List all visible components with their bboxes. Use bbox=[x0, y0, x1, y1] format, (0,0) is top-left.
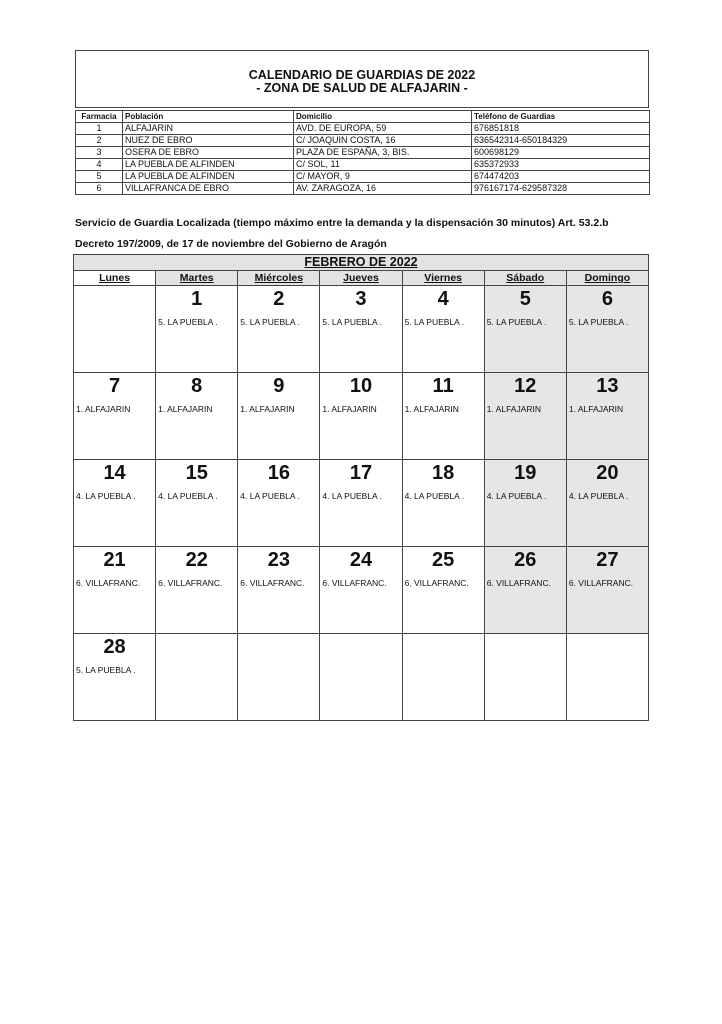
calendar-day-cell bbox=[156, 286, 238, 373]
day-number: 2 bbox=[273, 288, 285, 310]
duty-pharmacy: 6. VILLAFRANC. bbox=[240, 578, 305, 588]
calendar-day-cell bbox=[402, 460, 484, 547]
day-number: 19 bbox=[514, 462, 537, 484]
pharmacy-number: 6 bbox=[76, 183, 123, 195]
pharmacy-phone: 600698129 bbox=[472, 147, 650, 159]
pharmacy-phone: 676851818 bbox=[472, 123, 650, 135]
col-header-domicilio: Domicilio bbox=[294, 111, 472, 123]
duty-pharmacy: 5. LA PUEBLA . bbox=[568, 317, 629, 327]
calendar-day-cell bbox=[484, 373, 566, 460]
calendar-day-cell bbox=[484, 460, 566, 547]
calendar-day-cell bbox=[156, 547, 238, 634]
calendar-day-cell bbox=[402, 547, 484, 634]
day-number: 16 bbox=[267, 462, 290, 484]
col-header-telefono: Teléfono de Guardias bbox=[472, 111, 650, 123]
calendar-day-cell bbox=[320, 373, 402, 460]
duty-pharmacy: 4. LA PUEBLA . bbox=[404, 491, 465, 501]
calendar-day-cell bbox=[320, 547, 402, 634]
duty-pharmacy: 1. ALFAJARIN bbox=[240, 404, 295, 414]
duty-pharmacy: 1. ALFAJARIN bbox=[322, 404, 377, 414]
day-number: 10 bbox=[349, 375, 373, 397]
weekday-header: Lunes bbox=[74, 271, 156, 286]
duty-pharmacy: 4. LA PUEBLA . bbox=[158, 491, 218, 501]
day-number: 1 bbox=[191, 288, 203, 310]
calendar-day-cell bbox=[566, 373, 648, 460]
duty-pharmacy: 4. LA PUEBLA . bbox=[568, 491, 629, 501]
notice-line-1: Servicio de Guardia Localizada (tiempo máximo entre la demanda y la dispensación 30 minutos) Art. 53.2.b bbox=[75, 217, 609, 229]
calendar-day-cell bbox=[320, 460, 402, 547]
day-number: 18 bbox=[432, 462, 455, 484]
pharmacy-address: AVD. DE EUROPA, 59 bbox=[294, 123, 472, 135]
duty-pharmacy: 4. LA PUEBLA . bbox=[486, 491, 547, 501]
day-number: 9 bbox=[273, 375, 285, 397]
calendar-week bbox=[74, 286, 649, 373]
calendar-day-cell bbox=[156, 460, 238, 547]
day-number: 24 bbox=[349, 549, 373, 571]
pharmacy-row bbox=[76, 135, 650, 147]
pharmacy-table-header bbox=[76, 111, 650, 123]
pharmacy-row bbox=[76, 171, 650, 183]
calendar-week bbox=[74, 547, 649, 634]
pharmacy-number: 3 bbox=[76, 147, 123, 159]
calendar-day-cell bbox=[74, 547, 156, 634]
duty-calendar bbox=[73, 254, 649, 721]
calendar-day-cell bbox=[566, 547, 648, 634]
calendar-day-cell bbox=[238, 634, 320, 721]
pharmacy-row bbox=[76, 183, 650, 195]
calendar-day-cell bbox=[74, 634, 156, 721]
duty-pharmacy: 5. LA PUEBLA . bbox=[404, 317, 465, 327]
calendar-day-cell bbox=[74, 373, 156, 460]
calendar-day-cell bbox=[484, 286, 566, 373]
calendar-day-cell bbox=[156, 634, 238, 721]
calendar-day-cell bbox=[74, 286, 156, 373]
day-number: 26 bbox=[514, 549, 537, 571]
day-number: 28 bbox=[103, 636, 126, 658]
day-number: 27 bbox=[596, 549, 619, 571]
pharmacy-phone: 674474203 bbox=[472, 171, 650, 183]
pharmacy-address: PLAZA DE ESPAÑA, 3, BIS. bbox=[294, 147, 472, 159]
calendar-week bbox=[74, 634, 649, 721]
pharmacy-address: AV. ZARAGOZA, 16 bbox=[294, 183, 472, 195]
pharmacy-row bbox=[76, 123, 650, 135]
day-number: 12 bbox=[514, 375, 537, 397]
calendar-day-cell bbox=[484, 547, 566, 634]
pharmacy-number: 5 bbox=[76, 171, 123, 183]
duty-pharmacy: 1. ALFAJARIN bbox=[76, 404, 131, 414]
calendar-day-cell bbox=[238, 286, 320, 373]
day-number: 14 bbox=[103, 462, 126, 484]
duty-pharmacy: 6. VILLAFRANC. bbox=[158, 578, 223, 588]
duty-pharmacy: 6. VILLAFRANC. bbox=[404, 578, 469, 588]
pharmacy-phone: 636542314-650184329 bbox=[472, 135, 650, 147]
day-number: 15 bbox=[185, 462, 208, 484]
day-number: 5 bbox=[519, 288, 531, 310]
duty-pharmacy: 1. ALFAJARIN bbox=[404, 404, 459, 414]
day-number: 8 bbox=[191, 375, 203, 397]
duty-pharmacy: 4. LA PUEBLA . bbox=[322, 491, 382, 501]
day-number: 3 bbox=[355, 288, 367, 310]
pharmacy-address: C/ JOAQUIN COSTA, 16 bbox=[294, 135, 472, 147]
pharmacy-phone: 635372933 bbox=[472, 159, 650, 171]
pharmacy-number: 4 bbox=[76, 159, 123, 171]
document-header bbox=[75, 50, 649, 108]
duty-pharmacy: 6. VILLAFRANC. bbox=[568, 578, 634, 588]
calendar-month-title: FEBRERO DE 2022 bbox=[74, 255, 649, 271]
pharmacy-town: OSERA DE EBRO bbox=[123, 147, 294, 159]
pharmacy-town: VILLAFRANCA DE EBRO bbox=[123, 183, 294, 195]
service-notice bbox=[75, 213, 675, 255]
pharmacy-town: LA PUEBLA DE ALFINDEN bbox=[123, 171, 294, 183]
duty-pharmacy: 1. ALFAJARIN bbox=[486, 404, 542, 414]
weekday-header: Viernes bbox=[402, 271, 484, 286]
pharmacy-address: C/ MAYOR, 9 bbox=[294, 171, 472, 183]
day-number: 7 bbox=[109, 375, 121, 397]
pharmacy-town: LA PUEBLA DE ALFINDEN bbox=[123, 159, 294, 171]
weekday-header: Sábado bbox=[484, 271, 566, 286]
pharmacy-phone: 976167174-629587328 bbox=[472, 183, 650, 195]
day-number: 21 bbox=[103, 549, 126, 571]
day-number: 22 bbox=[185, 549, 208, 571]
day-number: 23 bbox=[267, 549, 290, 571]
calendar-day-cell bbox=[238, 547, 320, 634]
day-number: 25 bbox=[432, 549, 455, 571]
weekday-header: Domingo bbox=[566, 271, 648, 286]
duty-pharmacy: 6. VILLAFRANC. bbox=[486, 578, 551, 588]
duty-pharmacy: 5. LA PUEBLA . bbox=[158, 317, 218, 327]
duty-pharmacy: 5. LA PUEBLA . bbox=[486, 317, 547, 327]
duty-pharmacy: 5. LA PUEBLA . bbox=[76, 665, 136, 675]
day-number: 4 bbox=[437, 288, 449, 310]
duty-pharmacy: 4. LA PUEBLA . bbox=[76, 491, 136, 501]
calendar-week bbox=[74, 373, 649, 460]
duty-pharmacy: 5. LA PUEBLA . bbox=[240, 317, 300, 327]
duty-pharmacy: 6. VILLAFRANC. bbox=[322, 578, 387, 588]
notice-line-2: Decreto 197/2009, de 17 de noviembre del Gobierno de Aragón bbox=[75, 238, 387, 250]
calendar-day-cell bbox=[238, 460, 320, 547]
duty-pharmacy: 6. VILLAFRANC. bbox=[76, 578, 141, 588]
weekday-header: Miércoles bbox=[238, 271, 320, 286]
weekday-header: Martes bbox=[156, 271, 238, 286]
day-number: 13 bbox=[596, 375, 619, 397]
document-subtitle: - ZONA DE SALUD DE ALFAJARIN - bbox=[256, 81, 468, 95]
calendar-day-cell bbox=[320, 634, 402, 721]
pharmacy-number: 2 bbox=[76, 135, 123, 147]
calendar-day-cell bbox=[238, 373, 320, 460]
col-header-farmacia: Farmacia bbox=[76, 111, 123, 123]
col-header-poblacion: Población bbox=[123, 111, 294, 123]
duty-pharmacy: 1. ALFAJARIN bbox=[158, 404, 213, 414]
day-number: 11 bbox=[432, 375, 454, 397]
day-number: 20 bbox=[596, 462, 619, 484]
pharmacy-address: C/ SOL, 11 bbox=[294, 159, 472, 171]
calendar-week bbox=[74, 460, 649, 547]
pharmacy-town: ALFAJARIN bbox=[123, 123, 294, 135]
duty-pharmacy: 5. LA PUEBLA . bbox=[322, 317, 382, 327]
calendar-day-cell bbox=[402, 286, 484, 373]
calendar-day-cell bbox=[156, 373, 238, 460]
weekday-header: Jueves bbox=[320, 271, 402, 286]
pharmacy-row bbox=[76, 159, 650, 171]
duty-pharmacy: 1. ALFAJARIN bbox=[568, 404, 624, 414]
calendar-day-cell bbox=[402, 373, 484, 460]
pharmacy-number: 1 bbox=[76, 123, 123, 135]
pharmacy-table bbox=[75, 110, 650, 195]
calendar-day-cell bbox=[320, 286, 402, 373]
calendar-day-cell bbox=[566, 460, 648, 547]
day-number: 17 bbox=[349, 462, 373, 484]
calendar-day-cell bbox=[402, 634, 484, 721]
duty-pharmacy: 4. LA PUEBLA . bbox=[240, 491, 300, 501]
calendar-day-cell bbox=[484, 634, 566, 721]
document-title: CALENDARIO DE GUARDIAS DE 2022 bbox=[248, 68, 476, 82]
pharmacy-row bbox=[76, 147, 650, 159]
calendar-day-cell bbox=[566, 286, 648, 373]
calendar-day-cell bbox=[74, 460, 156, 547]
pharmacy-town: NUEZ DE EBRO bbox=[123, 135, 294, 147]
day-number: 6 bbox=[601, 288, 613, 310]
calendar-day-cell bbox=[566, 634, 648, 721]
